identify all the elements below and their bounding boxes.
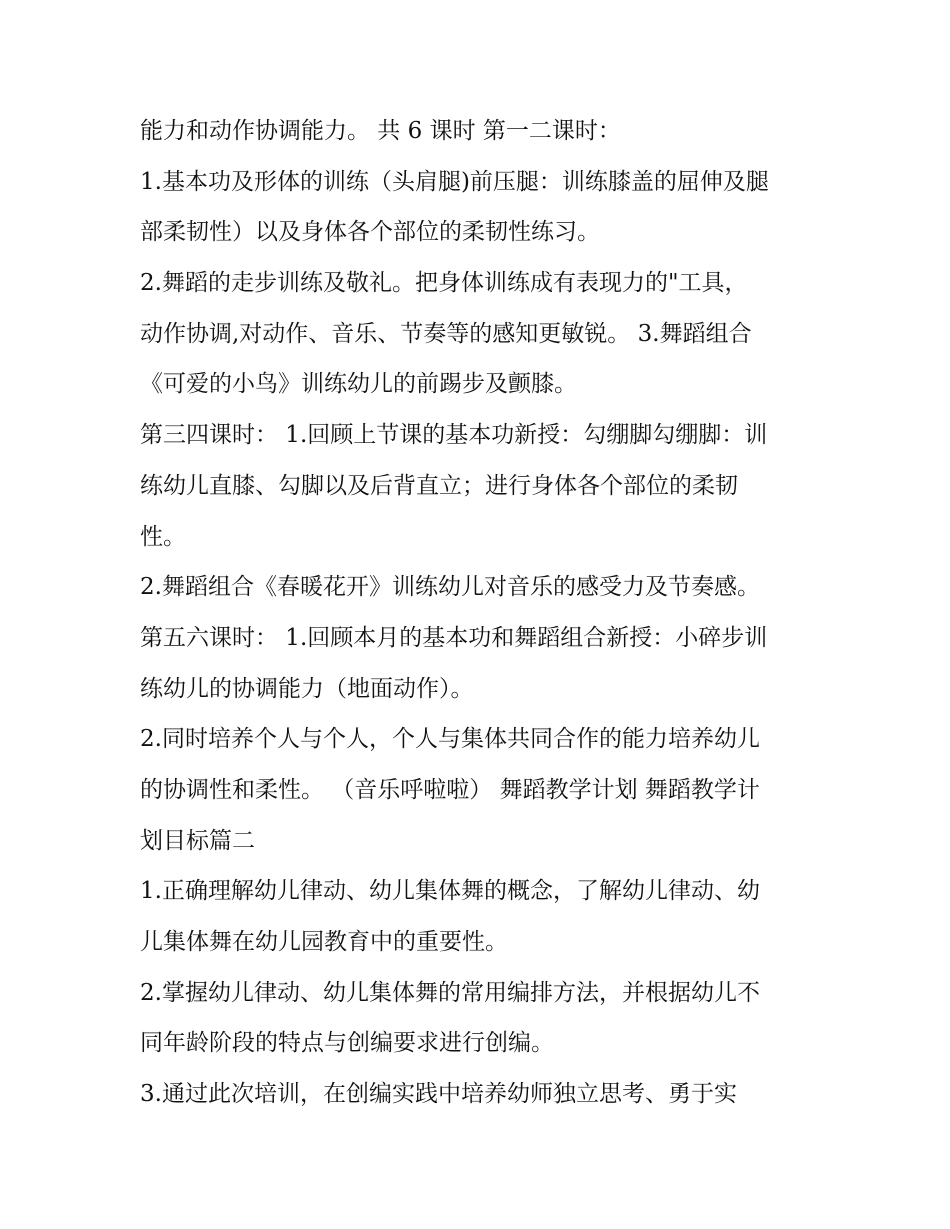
text-line: 1.基本功及形体的训练（头肩腿)前压腿：训练膝盖的屈伸及腿 (140, 168, 769, 195)
text-line: 划目标篇二 (140, 827, 255, 854)
text-line: 3.通过此次培训，在创编实践中培养幼师独立思考、勇于实 (140, 1081, 737, 1108)
text-line: 2.同时培养个人与个人，个人与集体共同合作的能力培养幼儿 (140, 726, 760, 753)
text-line: 2.舞蹈的走步训练及敬礼。把身体训练成有表现力的"工具， (140, 270, 748, 297)
text-line: 能力和动作协调能力。 共 6 课时 第一二课时： (140, 118, 621, 144)
text-line: 2.舞蹈组合《春暖花开》训练幼儿对音乐的感受力及节奏感。 (140, 574, 760, 601)
text-line: 第三四课时： 1.回顾上节课的基本功新授：勾绷脚勾绷脚：训 (140, 422, 768, 449)
text-line: 部柔韧性）以及身体各个部位的柔韧性练习。 (140, 219, 600, 246)
text-line: 练幼儿直膝、勾脚以及后背直立；进行身体各个部位的柔韧 (140, 472, 738, 499)
text-line: 儿集体舞在幼儿园教育中的重要性。 (140, 929, 508, 955)
text-line: 性。 (140, 523, 186, 550)
body-text (140, 106, 820, 1120)
text-line: 同年龄阶段的特点与创编要求进行创编。 (140, 1030, 554, 1057)
text-line: 第五六课时： 1.回顾本月的基本功和舞蹈组合新授：小碎步训 (140, 624, 768, 651)
text-line: 练幼儿的协调能力（地面动作）。 (140, 675, 474, 702)
text-line: 2.掌握幼儿律动、幼儿集体舞的常用编排方法，并根据幼儿不 (140, 979, 760, 1006)
text-line: 《可爱的小鸟》训练幼儿的前踢步及颤膝。 (140, 371, 577, 398)
text-line: 的协调性和柔性。 （音乐呼啦啦） 舞蹈教学计划 舞蹈教学计 (140, 776, 760, 803)
text-line: 动作协调,对动作、音乐、节奏等的感知更敏锐。 3.舞蹈组合 (140, 320, 752, 347)
text-line: 1.正确理解幼儿律动、幼儿集体舞的概念，了解幼儿律动、幼 (140, 878, 760, 905)
